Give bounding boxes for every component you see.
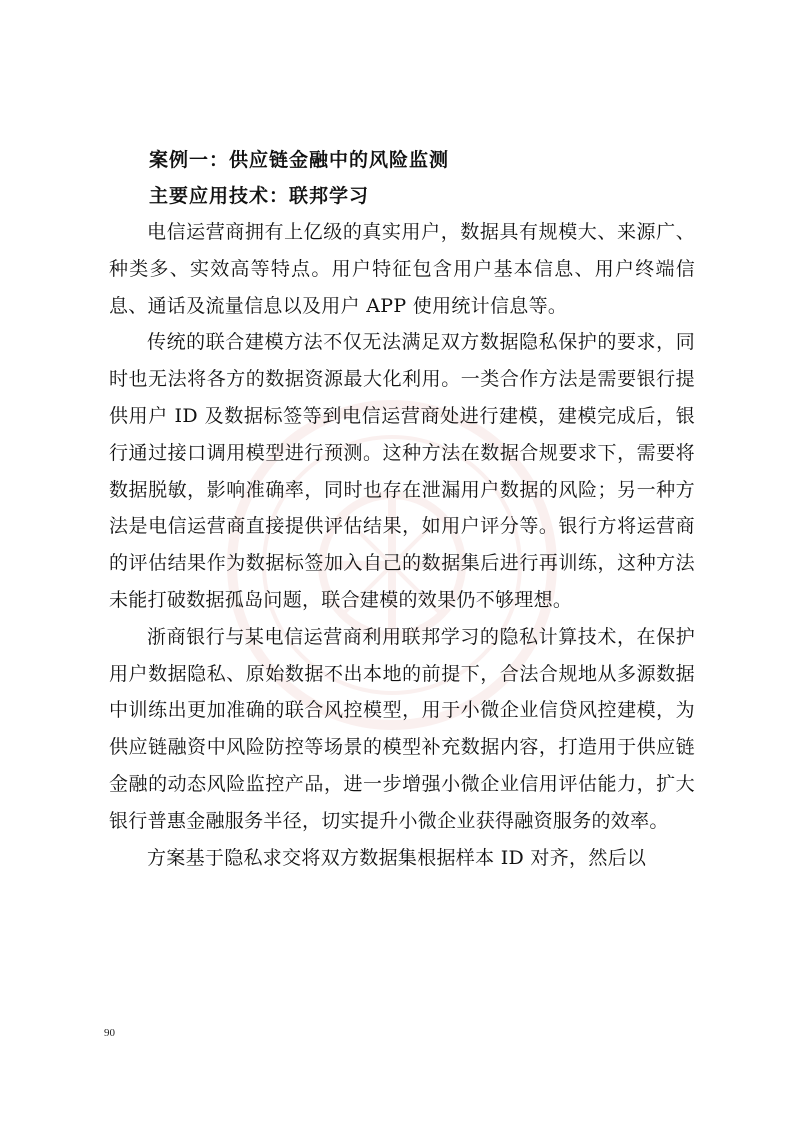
paragraph-scheme: 方案基于隐私求交将双方数据集根据样本 ID 对齐，然后以 — [147, 846, 647, 869]
paragraph-traditional-modeling: 传统的联合建模方法不仅无法满足双方数据隐私保护的要求，同时也无法将各方的数据资源最大化利用。一类合作方法是需要银行提供用户 ID 及数据标签等到电信运营商处进行建模，建模完成后，银行通过接口调用模型进行预测。这种方法在数据合规要求下，需要将数据脱敏，影响准确率，同时也存在泄漏用户数据的风险；另一种方法是电信运营商直接提供评估结果，如用户评分等。银行方将运营商的评估结果作为数据标签加入自己的数据集后进行再训练，这种方法未能打破数据孤岛问题，联合建模的效果仍不够理想。 — [109, 331, 695, 611]
paragraph-czbank-solution: 浙商银行与某电信运营商利用联邦学习的隐私计算技术，在保护用户数据隐私、原始数据不出本地的前提下，合法合规地从多源数据中训练出更加准确的联合风控模型，用于小微企业信贷风控建模，为供应链融资中风险防控等场景的模型补充数据内容，打造用于供应链金融的动态风险监控产品，进一步增强小微企业信用评估能力，扩大银行普惠金融服务半径，切实提升小微企业获得融资服务的效率。 — [109, 625, 695, 832]
case-title: 案例一：供应链金融中的风险监测 — [149, 149, 450, 171]
document-body — [109, 142, 695, 876]
paragraph-telecom-data: 电信运营商拥有上亿级的真实用户，数据具有规模大、来源广、种类多、实效高等特点。用户特征包含用户基本信息、用户终端信息、通话及流量信息以及用户 APP 使用统计信息等。 — [109, 221, 695, 317]
technology-heading: 主要应用技术：联邦学习 — [149, 185, 370, 207]
page-number: 90 — [104, 1027, 115, 1039]
